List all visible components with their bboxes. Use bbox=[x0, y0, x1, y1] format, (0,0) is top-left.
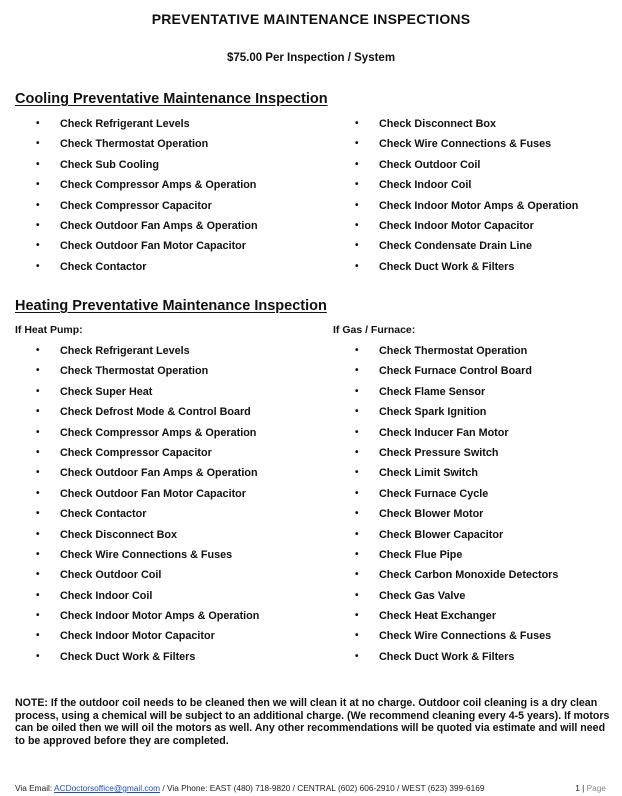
bullet-icon: • bbox=[355, 467, 359, 479]
list-item-label: Check Indoor Motor Capacitor bbox=[60, 630, 215, 643]
cooling-right-list bbox=[355, 114, 579, 277]
list-item bbox=[355, 236, 578, 256]
list-item-label: Check Indoor Motor Capacitor bbox=[379, 219, 534, 232]
list-item bbox=[36, 586, 259, 606]
list-item bbox=[355, 216, 578, 236]
list-item bbox=[355, 361, 558, 381]
bullet-icon: • bbox=[355, 610, 359, 622]
list-item bbox=[355, 114, 578, 134]
list-item-label: Check Contactor bbox=[60, 260, 147, 273]
bullet-icon: • bbox=[355, 365, 359, 377]
heat-pump-list bbox=[36, 341, 260, 667]
bullet-icon: • bbox=[36, 158, 40, 170]
list-item-label: Check Pressure Switch bbox=[379, 446, 499, 459]
list-item bbox=[36, 504, 259, 524]
bullet-icon: • bbox=[355, 345, 359, 356]
bullet-icon: • bbox=[36, 630, 40, 642]
list-item bbox=[36, 236, 258, 256]
bullet-icon: • bbox=[355, 260, 359, 272]
list-item bbox=[36, 155, 258, 175]
list-item-label: Check Gas Valve bbox=[379, 589, 466, 602]
bullet-icon: • bbox=[36, 589, 40, 601]
heat-pump-label: If Heat Pump: bbox=[15, 324, 83, 336]
bullet-icon: • bbox=[355, 385, 359, 397]
list-item-label: Check Inducer Fan Motor bbox=[379, 426, 509, 439]
list-item-label: Check Refrigerant Levels bbox=[60, 118, 190, 130]
list-item bbox=[36, 606, 260, 626]
list-item bbox=[36, 565, 259, 585]
bullet-icon: • bbox=[36, 569, 40, 581]
bullet-icon: • bbox=[355, 406, 359, 418]
note-paragraph: NOTE: If the outdoor coil needs to be cleaned then we will clean it at no charge. Outdoor coil cleaning is a dry clean process, using a chemical will be subject to an additional charge. (We recommend cleaning every 4-5 years). If motors can be oiled then we will oil the motors as well. Any other recommendations will be quoted via estimate and will need to be approved before they are completed. bbox=[15, 697, 610, 747]
list-item-label: Check Wire Connections & Fuses bbox=[379, 138, 552, 151]
list-item bbox=[355, 626, 558, 646]
list-item-label: Check Indoor Motor Amps & Operation bbox=[379, 199, 579, 212]
bullet-icon: • bbox=[355, 508, 359, 520]
bullet-icon: • bbox=[36, 219, 40, 231]
list-item bbox=[36, 114, 258, 134]
list-item-label: Check Contactor bbox=[60, 508, 147, 521]
list-item-label: Check Indoor Coil bbox=[379, 179, 472, 192]
bullet-icon: • bbox=[355, 446, 359, 458]
list-item-label: Check Duct Work & Filters bbox=[60, 650, 196, 663]
list-item-label: Check Outdoor Fan Amps & Operation bbox=[60, 467, 258, 480]
list-item-label: Check Refrigerant Levels bbox=[60, 345, 190, 357]
list-item bbox=[36, 361, 259, 381]
bullet-icon: • bbox=[36, 426, 40, 438]
price-subtitle: $75.00 Per Inspection / System bbox=[226, 52, 396, 64]
list-item bbox=[36, 196, 258, 216]
list-item bbox=[355, 525, 558, 545]
bullet-icon: • bbox=[36, 260, 40, 272]
list-item-label: Check Wire Connections & Fuses bbox=[60, 548, 233, 561]
list-item-label: Check Outdoor Coil bbox=[379, 158, 481, 171]
list-item bbox=[355, 504, 558, 524]
list-item-label: Check Carbon Monoxide Detectors bbox=[379, 569, 559, 582]
list-item-label: Check Outdoor Coil bbox=[60, 569, 162, 582]
list-item-label: Check Flue Pipe bbox=[379, 548, 463, 561]
bullet-icon: • bbox=[36, 650, 40, 662]
bullet-icon: • bbox=[36, 365, 40, 377]
bullet-icon: • bbox=[36, 179, 40, 191]
list-item bbox=[355, 134, 578, 154]
bullet-icon: • bbox=[36, 548, 40, 560]
list-item-label: Check Thermostat Operation bbox=[60, 365, 209, 378]
list-item bbox=[355, 484, 558, 504]
bullet-icon: • bbox=[355, 199, 359, 211]
bullet-icon: • bbox=[36, 528, 40, 540]
list-item-label: Check Defrost Mode & Control Board bbox=[60, 406, 251, 419]
bullet-icon: • bbox=[36, 199, 40, 211]
list-item bbox=[355, 155, 578, 175]
list-item bbox=[36, 647, 259, 667]
list-item-label: Check Outdoor Fan Motor Capacitor bbox=[60, 240, 246, 253]
list-item bbox=[355, 647, 558, 667]
list-item bbox=[355, 402, 558, 422]
bullet-icon: • bbox=[355, 630, 359, 642]
list-item-label: Check Furnace Control Board bbox=[379, 365, 532, 378]
cooling-section-title: Cooling Preventative Maintenance Inspection bbox=[15, 91, 328, 107]
list-item-label: Check Sub Cooling bbox=[60, 158, 159, 171]
bullet-icon: • bbox=[355, 138, 359, 150]
list-item bbox=[355, 341, 558, 361]
list-item bbox=[355, 463, 558, 483]
bullet-icon: • bbox=[355, 179, 359, 191]
list-item bbox=[36, 423, 259, 443]
list-item bbox=[355, 382, 558, 402]
list-item bbox=[36, 175, 258, 195]
bullet-icon: • bbox=[355, 426, 359, 438]
heating-section-title: Heating Preventative Maintenance Inspection bbox=[15, 298, 327, 314]
list-item bbox=[36, 382, 259, 402]
bullet-icon: • bbox=[355, 548, 359, 560]
bullet-icon: • bbox=[36, 610, 40, 622]
bullet-icon: • bbox=[355, 569, 359, 581]
list-item-label: Check Thermostat Operation bbox=[60, 138, 209, 151]
page-word: Page bbox=[586, 783, 606, 793]
bullet-icon: • bbox=[355, 158, 359, 170]
list-item bbox=[36, 463, 259, 483]
list-item bbox=[355, 545, 558, 565]
list-item-label: Check Disconnect Box bbox=[60, 528, 177, 541]
bullet-icon: • bbox=[36, 138, 40, 150]
page-number-value: 1 bbox=[575, 783, 580, 793]
list-item-label: Check Thermostat Operation bbox=[379, 345, 528, 357]
list-item bbox=[36, 257, 258, 277]
bullet-icon: • bbox=[355, 240, 359, 252]
page-title: PREVENTATIVE MAINTENANCE INSPECTIONS bbox=[151, 11, 471, 27]
list-item bbox=[355, 586, 558, 606]
bullet-icon: • bbox=[36, 467, 40, 479]
list-item-label: Check Limit Switch bbox=[379, 467, 478, 480]
list-item bbox=[36, 443, 259, 463]
list-item-label: Check Blower Capacitor bbox=[379, 528, 504, 541]
bullet-icon: • bbox=[355, 118, 359, 129]
list-item bbox=[355, 423, 558, 443]
list-item-label: Check Duct Work & Filters bbox=[379, 650, 515, 663]
list-item-label: Check Indoor Motor Amps & Operation bbox=[60, 610, 260, 623]
list-item-label: Check Heat Exchanger bbox=[379, 610, 497, 623]
bullet-icon: • bbox=[36, 118, 40, 129]
list-item-label: Check Duct Work & Filters bbox=[379, 260, 515, 273]
list-item-label: Check Compressor Amps & Operation bbox=[60, 179, 257, 192]
bullet-icon: • bbox=[355, 528, 359, 540]
list-item-label: Check Compressor Amps & Operation bbox=[60, 426, 257, 439]
bullet-icon: • bbox=[355, 487, 359, 499]
list-item bbox=[36, 216, 258, 236]
cooling-left-list bbox=[36, 114, 258, 277]
bullet-icon: • bbox=[36, 508, 40, 520]
bullet-icon: • bbox=[36, 385, 40, 397]
bullet-icon: • bbox=[36, 345, 40, 356]
list-item-label: Check Outdoor Fan Amps & Operation bbox=[60, 219, 258, 232]
list-item bbox=[355, 443, 558, 463]
list-item-label: Check Super Heat bbox=[60, 385, 153, 398]
list-item-label: Check Spark Ignition bbox=[379, 406, 487, 419]
list-item bbox=[36, 545, 259, 565]
bullet-icon: • bbox=[355, 589, 359, 601]
list-item-label: Check Outdoor Fan Motor Capacitor bbox=[60, 487, 246, 500]
list-item-label: Check Compressor Capacitor bbox=[60, 199, 212, 212]
bullet-icon: • bbox=[36, 487, 40, 499]
list-item-label: Check Flame Sensor bbox=[379, 385, 486, 398]
email-link[interactable]: ACDoctorsoffice@gmail.com bbox=[54, 783, 161, 793]
list-item-label: Check Disconnect Box bbox=[379, 118, 496, 130]
list-item-label: Check Indoor Coil bbox=[60, 589, 153, 602]
bullet-icon: • bbox=[36, 446, 40, 458]
list-item bbox=[36, 626, 259, 646]
list-item-label: Check Blower Motor bbox=[379, 508, 484, 521]
list-item-label: Check Wire Connections & Fuses bbox=[379, 630, 552, 643]
footer-phones: / Via Phone: EAST (480) 718-9820 / CENTRAL (602) 606-2910 / WEST (623) 399-6169 bbox=[160, 783, 485, 793]
page-separator: | bbox=[579, 783, 587, 793]
list-item bbox=[355, 606, 558, 626]
list-item bbox=[36, 525, 259, 545]
list-item-label: Check Furnace Cycle bbox=[379, 487, 489, 500]
bullet-icon: • bbox=[355, 650, 359, 662]
gas-furnace-list bbox=[355, 341, 559, 667]
gas-furnace-label: If Gas / Furnace: bbox=[333, 324, 416, 336]
list-item bbox=[36, 341, 259, 361]
bullet-icon: • bbox=[36, 240, 40, 252]
list-item bbox=[355, 175, 578, 195]
footer-contact bbox=[15, 783, 610, 793]
list-item bbox=[36, 134, 258, 154]
list-item-label: Check Compressor Capacitor bbox=[60, 446, 212, 459]
footer-email-prefix: Via Email: bbox=[15, 783, 55, 793]
list-item bbox=[355, 196, 579, 216]
list-item bbox=[355, 565, 559, 585]
list-item bbox=[36, 402, 259, 422]
list-item bbox=[355, 257, 578, 277]
bullet-icon: • bbox=[36, 406, 40, 418]
bullet-icon: • bbox=[355, 219, 359, 231]
list-item bbox=[36, 484, 259, 504]
page-number bbox=[575, 783, 606, 793]
list-item-label: Check Condensate Drain Line bbox=[379, 240, 532, 253]
